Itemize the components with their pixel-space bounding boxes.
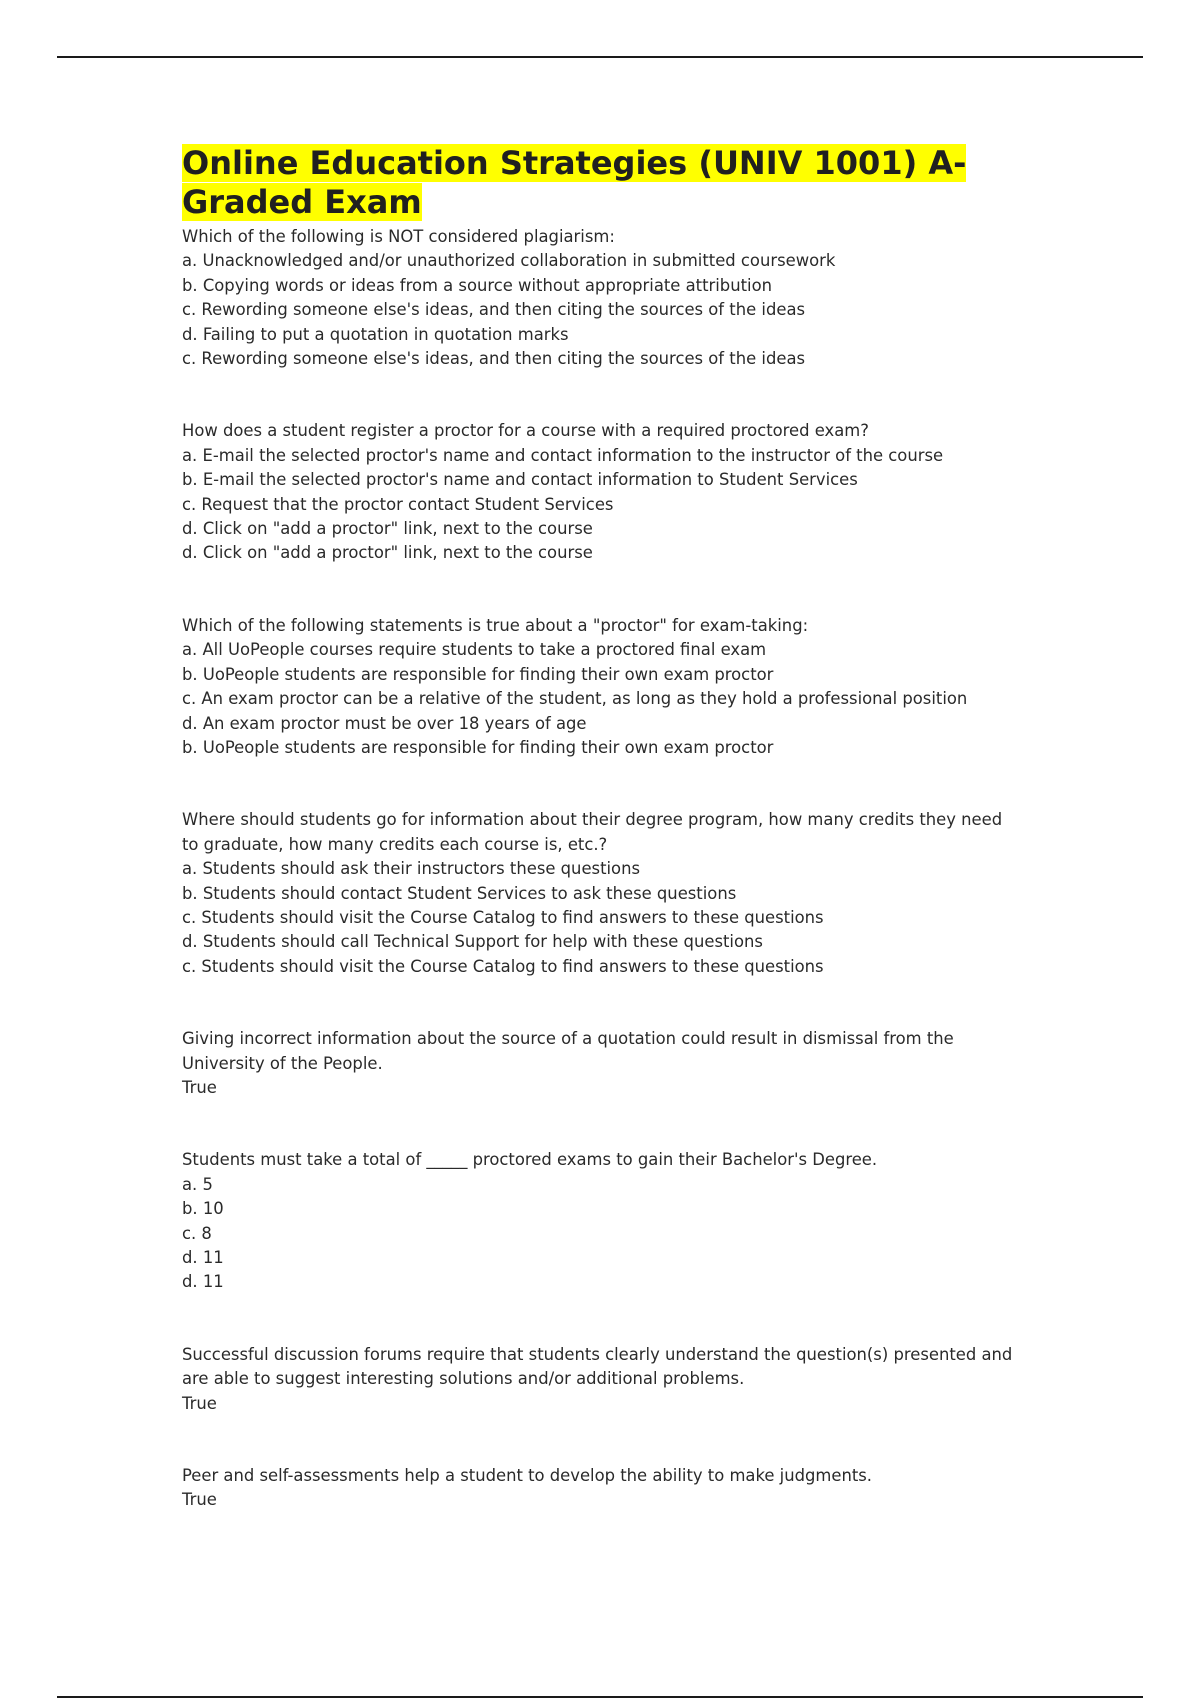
correct-answer: True — [182, 1393, 217, 1413]
question-text: Successful discussion forums require that students clearly understand the question(s) presented and — [182, 1344, 1013, 1364]
answer-option: a. E-mail the selected proctor's name and contact information to the instructor of the course — [182, 445, 944, 465]
answer-option: b. UoPeople students are responsible for finding their own exam proctor — [182, 664, 774, 684]
answer-option: b. Students should contact Student Services to ask these questions — [182, 883, 737, 903]
correct-answer: d. 11 — [182, 1272, 224, 1292]
correct-answer: c. Students should visit the Course Catalog to find answers to these questions — [182, 956, 824, 976]
footer-rule — [57, 1696, 1143, 1698]
correct-answer: b. UoPeople students are responsible for finding their own exam proctor — [182, 737, 774, 757]
correct-answer: d. Click on "add a proctor" link, next to the course — [182, 543, 593, 563]
question-text-continued: University of the People. — [182, 1053, 383, 1073]
question-text: How does a student register a proctor for a course with a required proctored exam? — [182, 421, 869, 441]
question-6 — [182, 1148, 1022, 1294]
answer-option: d. 11 — [182, 1248, 224, 1267]
document-body — [182, 144, 1022, 1513]
answer-option: a. 5 — [182, 1174, 213, 1194]
question-text: Where should students go for information about their degree program, how many credits they need — [182, 810, 1003, 830]
answer-option: a. Students should ask their instructors these questions — [182, 859, 641, 879]
answer-option: a. Unacknowledged and/or unauthorized collaboration in submitted coursework — [182, 251, 836, 271]
question-2 — [182, 419, 1022, 565]
question-4 — [182, 808, 1022, 979]
answer-option: c. 8 — [182, 1223, 212, 1243]
question-3 — [182, 614, 1022, 760]
answer-option: b. Copying words or ideas from a source without appropriate attribution — [182, 275, 772, 295]
answer-option: d. Click on "add a proctor" link, next to the course — [182, 519, 593, 539]
header-rule — [57, 56, 1143, 58]
question-text: Peer and self-assessments help a student to develop the ability to make judgments. — [182, 1466, 873, 1486]
title-highlight: Online Education Strategies (UNIV 1001) A-Graded Exam — [182, 144, 967, 221]
correct-answer: True — [182, 1490, 217, 1510]
correct-answer: True — [182, 1077, 217, 1097]
document-title — [182, 144, 1022, 222]
question-1 — [182, 225, 1022, 371]
question-text: Which of the following is NOT considered plagiarism: — [182, 227, 615, 246]
answer-option: b. 10 — [182, 1199, 224, 1219]
question-text: Giving incorrect information about the source of a quotation could result in dismissal from the — [182, 1029, 954, 1049]
question-text: Which of the following statements is true about a "proctor" for exam-taking: — [182, 615, 809, 635]
correct-answer: c. Rewording someone else's ideas, and then citing the sources of the ideas — [182, 349, 806, 369]
question-8 — [182, 1464, 1022, 1513]
answer-option: c. Students should visit the Course Catalog to find answers to these questions — [182, 907, 824, 927]
question-7 — [182, 1343, 1022, 1416]
answer-option: d. Students should call Technical Support for help with these questions — [182, 932, 763, 952]
answer-option: c. Request that the proctor contact Student Services — [182, 494, 614, 514]
answer-option: d. An exam proctor must be over 18 years of age — [182, 713, 587, 733]
question-text: Students must take a total of _____ proctored exams to gain their Bachelor's Degree. — [182, 1150, 878, 1170]
question-5 — [182, 1027, 1022, 1100]
question-text-continued: are able to suggest interesting solutions and/or additional problems. — [182, 1369, 745, 1389]
answer-option: c. An exam proctor can be a relative of the student, as long as they hold a professional position — [182, 689, 968, 709]
answer-option: b. E-mail the selected proctor's name and contact information to Student Services — [182, 470, 858, 490]
answer-option: d. Failing to put a quotation in quotation marks — [182, 324, 569, 344]
answer-option: c. Rewording someone else's ideas, and then citing the sources of the ideas — [182, 300, 806, 320]
answer-option: a. All UoPeople courses require students to take a proctored final exam — [182, 640, 767, 660]
question-text-continued: to graduate, how many credits each course is, etc.? — [182, 834, 608, 854]
